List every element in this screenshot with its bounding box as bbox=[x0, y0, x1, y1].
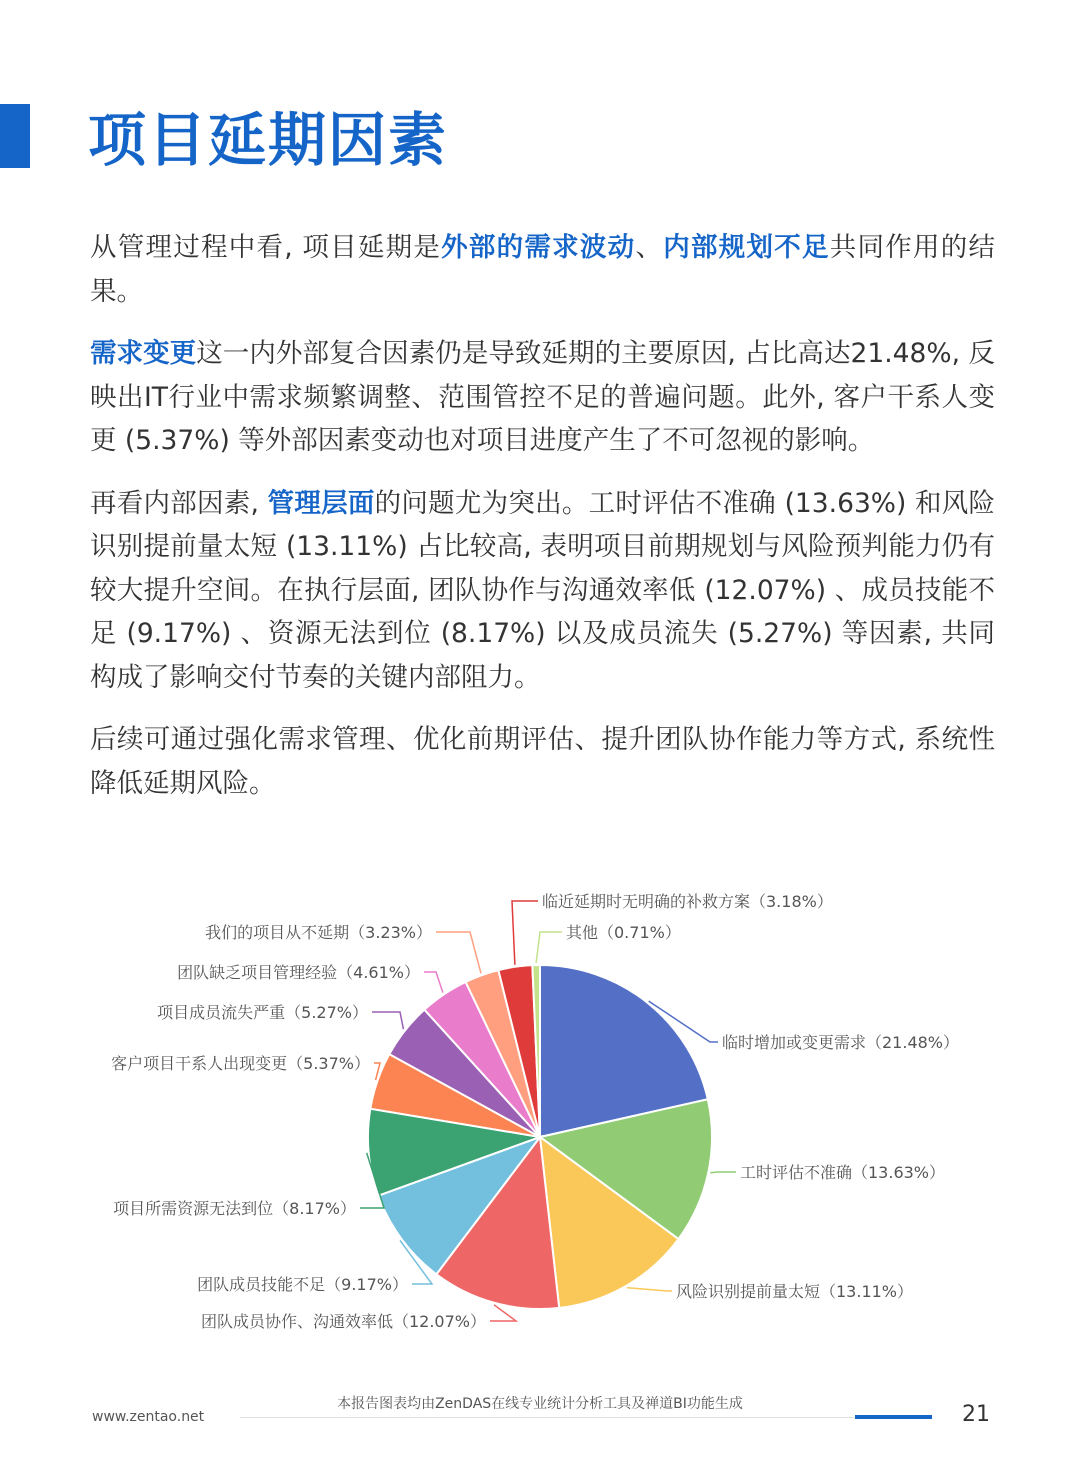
p1-highlight-1: 外部的需求波动 bbox=[441, 232, 636, 263]
footer-accent-bar bbox=[855, 1415, 932, 1419]
p2-text-1: 这一内外部复合因素仍是导致延期的主要原因, 占比高达21.48%, 反映出IT行业中需求频繁调整、范围管控不足的普遍问题。此外, 客户干系人变更 (5.37%) 等外部因素变动也对项目进度产生了不可忽视的影响。 bbox=[90, 338, 995, 456]
page-number: 21 bbox=[962, 1402, 990, 1427]
pie-leader-line-11 bbox=[512, 901, 538, 965]
pie-label-2: 工时评估不准确（13.63%） bbox=[740, 1163, 946, 1182]
page-title: 项目延期因素 bbox=[88, 106, 449, 174]
pie-leader-line-2 bbox=[710, 1172, 736, 1173]
paragraph-2 bbox=[90, 332, 995, 463]
footer-note: 本报告图表均由ZenDAS在线专业统计分析工具及禅道BI功能生成 bbox=[337, 1396, 743, 1412]
footer-divider bbox=[240, 1417, 930, 1418]
p1-highlight-2: 内部规划不足 bbox=[663, 232, 830, 263]
pie-leader-line-12 bbox=[536, 932, 562, 963]
p1-text-1: 从管理过程中看, 项目延期是 bbox=[90, 232, 442, 263]
pie-leader-line-10 bbox=[436, 932, 481, 973]
delay-factors-pie-chart bbox=[0, 870, 1080, 1350]
pie-label-1: 临时增加或变更需求（21.48%） bbox=[722, 1033, 960, 1052]
pie-label-12: 其他（0.71%） bbox=[566, 923, 681, 942]
p2-highlight-1: 需求变更 bbox=[90, 338, 197, 369]
p3-highlight-1: 管理层面 bbox=[267, 487, 375, 519]
pie-label-7: 客户项目干系人出现变更（5.37%） bbox=[111, 1054, 370, 1073]
title-accent-bar bbox=[0, 104, 30, 168]
pie-label-11: 临近延期时无明确的补救方案（3.18%） bbox=[542, 892, 833, 911]
pie-leader-line-9 bbox=[424, 972, 443, 993]
paragraph-1 bbox=[90, 226, 995, 313]
pie-label-5: 团队成员技能不足（9.17%） bbox=[197, 1275, 408, 1294]
pie-label-3: 风险识别提前量太短（13.11%） bbox=[676, 1282, 914, 1301]
pie-leader-line-3 bbox=[627, 1288, 672, 1291]
pie-label-4: 团队成员协作、沟通效率低（12.07%） bbox=[200, 1312, 486, 1331]
paragraph-3 bbox=[90, 482, 995, 700]
paragraph-4 bbox=[90, 718, 995, 805]
pie-label-9: 团队缺乏项目管理经验（4.61%） bbox=[177, 963, 420, 982]
pie-label-10: 我们的项目从不延期（3.23%） bbox=[205, 923, 432, 942]
pie-label-8: 项目成员流失严重（5.27%） bbox=[157, 1003, 368, 1022]
pie-label-6: 项目所需资源无法到位（8.17%） bbox=[113, 1199, 356, 1218]
footer-url[interactable]: www.zentao.net bbox=[92, 1409, 205, 1425]
p4-text-1: 后续可通过强化需求管理、优化前期评估、提升团队协作能力等方式, 系统性降低延期风险。 bbox=[90, 724, 995, 799]
body-text bbox=[90, 226, 995, 824]
p1-text-2: 、 bbox=[635, 232, 664, 263]
p3-text-2: 的问题尤为突出。工时评估不准确 (13.63%) 和风险识别提前量太短 (13.11%) 占比较高, 表明项目前期规划与风险预判能力仍有较大提升空间。在执行层面, 团队协作与沟通效率低 (12.07%) 、成员技能不足 (9.17%) 、资源无法到位 (8.17%) 以及成员流失 (5.27%) 等因素, 共同构成了影响交付节奏的关键内部阻力。 bbox=[90, 487, 995, 693]
p3-text-1: 再看内部因素, bbox=[90, 487, 268, 519]
pie-leader-line-8 bbox=[372, 1012, 403, 1029]
p1-text-3: 共同作用的结果。 bbox=[90, 232, 996, 307]
